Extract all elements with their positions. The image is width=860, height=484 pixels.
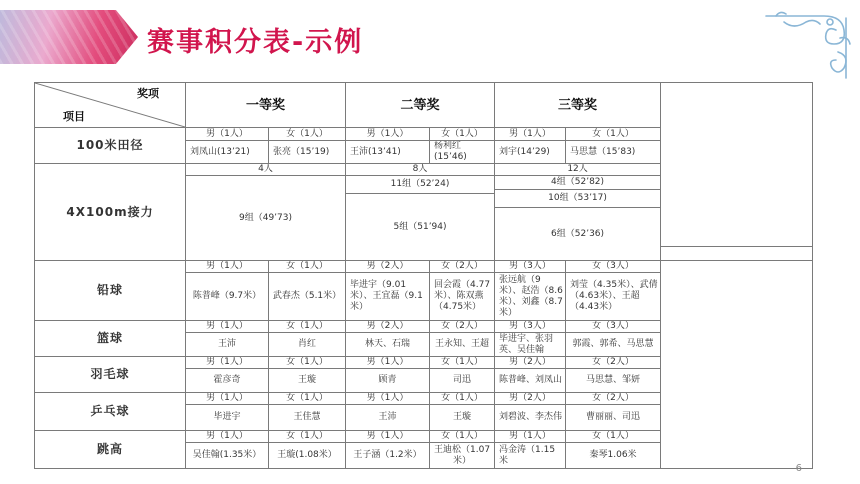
quota-cell: 女（1人） xyxy=(430,357,495,369)
winner-cell: 冯金涛（1.15米 xyxy=(495,443,566,469)
item-label: 项目 xyxy=(63,110,85,123)
header-corner-cell xyxy=(35,83,186,128)
quota-cell: 女（1人） xyxy=(269,357,346,369)
quota-cell: 女（2人） xyxy=(566,393,661,405)
title-banner-decoration xyxy=(0,10,138,64)
winner-cell: 王璇 xyxy=(269,369,346,393)
score-table xyxy=(34,82,813,469)
winner-cell: 刘宇(14’29) xyxy=(495,141,566,164)
winner-cell: 肖红 xyxy=(269,333,346,357)
winner-cell: 霍彦奇 xyxy=(186,369,269,393)
page-title: 赛事积分表-示例 xyxy=(147,27,364,58)
quota-cell: 男（1人） xyxy=(186,321,269,333)
quota-cell: 男（1人） xyxy=(186,431,269,443)
quota-cell: 女（2人） xyxy=(430,321,495,333)
winner-cell: 王永知、王超 xyxy=(430,333,495,357)
relay-team-cell: 6组（52’36) xyxy=(495,208,661,261)
quota-cell: 男（1人） xyxy=(186,357,269,369)
winner-cell: 吴佳翰(1.35米） xyxy=(186,443,269,469)
quota-cell: 男（1人） xyxy=(186,393,269,405)
prize-column-bottom xyxy=(661,261,813,469)
quota-cell: 男（2人） xyxy=(495,357,566,369)
winner-cell: 毕进宇 xyxy=(186,405,269,431)
winner-cell: 郭霞、郭希、马思慧 xyxy=(566,333,661,357)
winner-cell: 王沛 xyxy=(186,333,269,357)
winner-cell: 回会霞（4.77米）、陈双燕（4.75米） xyxy=(430,273,495,321)
event-pingpong: 乒乓球 xyxy=(35,393,186,431)
winner-cell: 武春杰（5.1米） xyxy=(269,273,346,321)
second-prize-header: 二等奖 xyxy=(346,83,495,128)
quota-cell: 男（1人） xyxy=(495,128,566,141)
quota-cell: 男（3人） xyxy=(495,321,566,333)
quota-cell: 女（3人） xyxy=(566,261,661,273)
relay-team-cell: 5组（51’94) xyxy=(346,194,495,261)
event-track100: 100米田径 xyxy=(35,128,186,164)
quota-cell: 男（1人） xyxy=(346,357,430,369)
quota-cell: 女（2人） xyxy=(566,357,661,369)
winner-cell: 毕进宇、张羽英、吴佳翰 xyxy=(495,333,566,357)
winner-cell: 马思慧（15’83) xyxy=(566,141,661,164)
quota-cell: 女（1人） xyxy=(269,393,346,405)
relay-team-cell: 9组（49’73) xyxy=(186,176,346,261)
winner-cell: 马思慧、邹妍 xyxy=(566,369,661,393)
quota-cell: 男（1人） xyxy=(495,431,566,443)
winner-cell: 张远航（9米）、赵浩（8.6米）、刘鑫（8.7米） xyxy=(495,273,566,321)
event-shot: 铅球 xyxy=(35,261,186,321)
relay-team-cell: 10组（53’17) xyxy=(495,190,661,208)
winner-cell: 王迪松（1.07米） xyxy=(430,443,495,469)
diagonal-divider xyxy=(35,83,185,127)
winner-cell: 王沛 xyxy=(346,405,430,431)
winner-cell: 刘碧波、李杰伟 xyxy=(495,405,566,431)
winner-cell: 秦琴1.06米 xyxy=(566,443,661,469)
quota-cell: 女（1人） xyxy=(269,321,346,333)
quota-cell: 女（1人） xyxy=(269,261,346,273)
header-row xyxy=(35,83,813,128)
winner-cell: 王璇(1.08米） xyxy=(269,443,346,469)
quota-cell: 女（1人） xyxy=(269,431,346,443)
winner-cell: 陈普峰（9.7米） xyxy=(186,273,269,321)
winner-cell: 司迅 xyxy=(430,369,495,393)
winner-cell: 王沛(13’41) xyxy=(346,141,430,164)
winner-cell: 陈普峰、刘凤山 xyxy=(495,369,566,393)
quota-cell: 男（2人） xyxy=(346,321,430,333)
prize-column-top xyxy=(661,83,813,247)
first-prize-header: 一等奖 xyxy=(186,83,346,128)
event-badminton: 羽毛球 xyxy=(35,357,186,393)
winner-cell: 刘凤山(13’21) xyxy=(186,141,269,164)
quota-cell: 女（1人） xyxy=(269,128,346,141)
quota-cell: 男（1人） xyxy=(346,431,430,443)
winner-cell: 杨利红(15’46) xyxy=(430,141,495,164)
relay-count-cell: 8人 xyxy=(346,164,495,176)
quota-cell: 女（3人） xyxy=(566,321,661,333)
quota-cell: 女（2人） xyxy=(430,261,495,273)
quota-cell: 男（1人） xyxy=(186,261,269,273)
quota-cell: 女（1人） xyxy=(430,393,495,405)
third-prize-header: 三等奖 xyxy=(495,83,661,128)
quota-cell: 男（3人） xyxy=(495,261,566,273)
event-basketball: 篮球 xyxy=(35,321,186,357)
quota-cell: 男（2人） xyxy=(495,393,566,405)
quota-cell: 男（1人） xyxy=(186,128,269,141)
winner-cell: 刘莹（4.35米）、武倩（4.63米）、王超（4.43米） xyxy=(566,273,661,321)
page-number: 6 xyxy=(795,463,802,474)
relay-team-cell: 4组（52’82) xyxy=(495,176,661,190)
corner-ornament-icon xyxy=(764,8,852,80)
relay-team-cell: 11组（52’24) xyxy=(346,176,495,194)
quota-cell: 男（1人） xyxy=(346,128,430,141)
winner-cell: 张亮（15’19) xyxy=(269,141,346,164)
winner-cell: 顾青 xyxy=(346,369,430,393)
winner-cell: 王佳慧 xyxy=(269,405,346,431)
event-relay: 4X100m接力 xyxy=(35,164,186,261)
shot-quota-row xyxy=(35,261,813,273)
award-label: 奖项 xyxy=(137,87,159,100)
quota-cell: 女（1人） xyxy=(430,431,495,443)
quota-cell: 男（2人） xyxy=(346,261,430,273)
winner-cell: 曹丽丽、司迅 xyxy=(566,405,661,431)
quota-cell: 男（1人） xyxy=(346,393,430,405)
relay-count-cell: 12人 xyxy=(495,164,661,176)
event-highjump: 跳高 xyxy=(35,431,186,469)
quota-cell: 女（1人） xyxy=(430,128,495,141)
winner-cell: 林天、石瑞 xyxy=(346,333,430,357)
winner-cell: 王璇 xyxy=(430,405,495,431)
winner-cell: 毕进宇（9.01米）、王宜磊（9.1米） xyxy=(346,273,430,321)
quota-cell: 女（1人） xyxy=(566,128,661,141)
winner-cell: 王子涵（1.2米） xyxy=(346,443,430,469)
relay-count-cell: 4人 xyxy=(186,164,346,176)
quota-cell: 女（1人） xyxy=(566,431,661,443)
